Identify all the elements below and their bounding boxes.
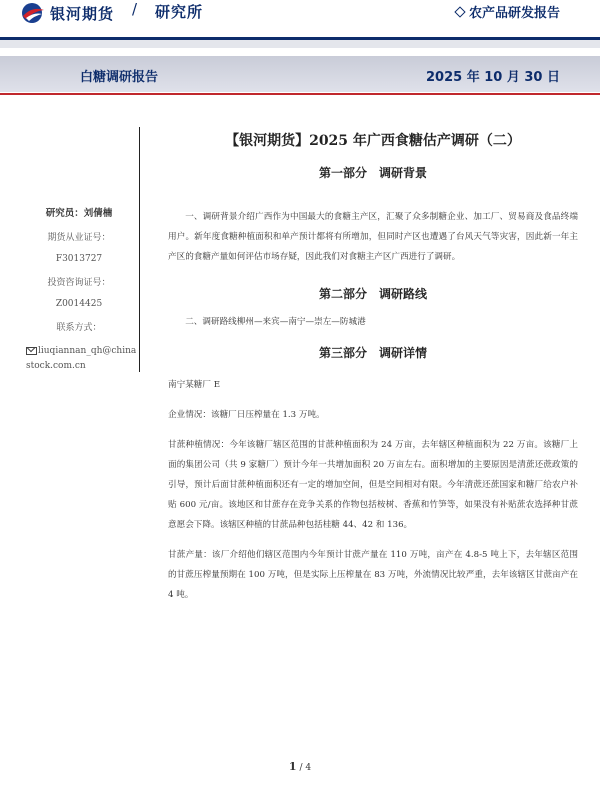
sidebar-divider [139, 127, 140, 372]
contact-label: 联系方式： [56, 323, 102, 333]
header-slash: / [132, 0, 138, 18]
band-divider [0, 93, 600, 95]
report-body [168, 130, 578, 605]
planting-paragraph: 甘蔗种植情况：今年该糖厂辖区范围的甘蔗种植面积为 24 万亩，去年辖区种植面积为 22 万亩。该糖厂上面的集团公司（共 9 家糖厂）预计今年一共增加面积 20 万亩左右。面积增加的主要原因是清蔗还蔗政策的引导，预计后面甘蔗种植面积还有一定的增加空间，但是空间相对有限。今年清蔗还蔗国家和糖厂给农户补贴 600 元/亩。该地区和甘蔗存在竞争关系的作物包括桉树、香蕉和竹笋等，如果没有补贴蔗农选择种甘蔗意愿会下降。该辖区种植的甘蔗品种包括桂糖 44、42 和 136。 [168, 440, 578, 530]
document-type: 白糖调研报告 [80, 70, 159, 85]
advisory-label: 投资咨询证号： [47, 278, 111, 288]
galaxy-logo-icon [20, 2, 46, 24]
email-address[interactable]: liuqiannan_qh@chinastock.com.cn [26, 346, 137, 371]
report-category [456, 2, 560, 21]
company-name: 银河期货 [50, 4, 115, 23]
total-pages: / 4 [296, 763, 312, 773]
mail-icon [26, 347, 37, 355]
enterprise-paragraph: 企业情况：该糖厂日压榨量在 1.3 万吨。 [168, 410, 325, 420]
section-heading-details: 第三部分 调研详情 [318, 346, 427, 360]
license-number: F3013727 [55, 254, 103, 264]
section-heading-background: 第一部分 调研背景 [318, 166, 427, 180]
company-logo [20, 2, 114, 24]
researcher-name: 研究员：刘倩楠 [45, 208, 113, 219]
advisory-number: Z0014425 [55, 299, 103, 309]
diamond-icon [454, 6, 465, 17]
author-sidebar [20, 205, 138, 385]
document-date: 2025 年 10 月 30 日 [426, 70, 560, 85]
factory-name: 南宁某糖厂 E [168, 380, 220, 390]
route-paragraph: 二、调研路线柳州—来宾—南宁—崇左—防城港 [185, 317, 366, 327]
header-strip [0, 40, 600, 48]
license-label: 期货从业证号： [47, 233, 111, 243]
page-number [0, 760, 600, 773]
report-category-label: 农产品研发报告 [468, 6, 560, 21]
current-page: 1 [288, 760, 297, 773]
section-heading-route: 第二部分 调研路线 [318, 287, 427, 301]
background-paragraph: 一、调研背景介绍广西作为中国最大的食糖主产区，汇聚了众多制糖企业、加工厂、贸易商及食品终端用户。新年度食糖种植面积和单产预计都将有所增加，但同时产区也遭遇了台风天气等灾害，因此新一年主产区的食糖产量如何评估市场存疑，因此我们对食糖主产区广西进行了调研。 [168, 212, 578, 262]
contact-email[interactable] [20, 344, 138, 374]
report-title: 【银河期货】2025 年广西食糖估产调研（二） [225, 133, 521, 149]
department-name: 研究所 [155, 3, 204, 21]
output-paragraph: 甘蔗产量：该厂介绍他们辖区范围内今年预计甘蔗产量在 110 万吨，亩产在 4.8-5 吨上下，去年辖区范围的甘蔗压榨量预期在 100 万吨，但是实际上压榨量在 83 万吨，外流情况比较严重，去年该辖区甘蔗亩产在 4 吨。 [168, 550, 578, 600]
